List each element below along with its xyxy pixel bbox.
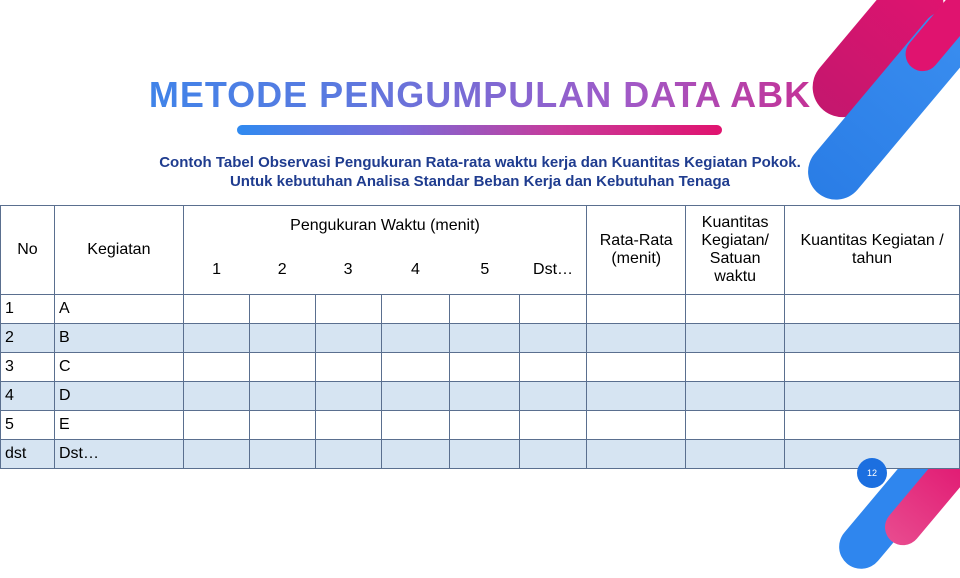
header-rata-rata: Rata-Rata (menit) bbox=[587, 206, 686, 295]
table-cell bbox=[381, 382, 450, 411]
header-col-5: 5 bbox=[450, 246, 520, 295]
table-cell bbox=[587, 324, 686, 353]
row-no: 2 bbox=[1, 324, 55, 353]
table-cell bbox=[520, 382, 587, 411]
table-cell bbox=[686, 295, 785, 324]
row-kegiatan: E bbox=[54, 411, 183, 440]
row-kegiatan: D bbox=[54, 382, 183, 411]
table-cell bbox=[686, 440, 785, 469]
row-kegiatan: A bbox=[54, 295, 183, 324]
header-col-1: 1 bbox=[183, 246, 249, 295]
table-cell bbox=[686, 324, 785, 353]
row-kegiatan: C bbox=[54, 353, 183, 382]
table-cell bbox=[785, 353, 960, 382]
row-no: dst bbox=[1, 440, 55, 469]
table-cell bbox=[450, 382, 520, 411]
table-cell bbox=[450, 295, 520, 324]
table-cell bbox=[785, 382, 960, 411]
table-row bbox=[1, 295, 960, 324]
header-pengukuran: Pengukuran Waktu (menit) bbox=[183, 206, 586, 247]
table-cell bbox=[249, 324, 315, 353]
slide-title: METODE PENGUMPULAN DATA ABK bbox=[0, 74, 960, 116]
header-col-4: 4 bbox=[381, 246, 450, 295]
table-row bbox=[1, 324, 960, 353]
table-cell bbox=[183, 411, 249, 440]
table-row bbox=[1, 411, 960, 440]
table-row bbox=[1, 440, 960, 469]
row-no: 5 bbox=[1, 411, 55, 440]
row-kegiatan: B bbox=[54, 324, 183, 353]
header-no: No bbox=[1, 206, 55, 295]
table-cell bbox=[315, 324, 381, 353]
row-kegiatan: Dst… bbox=[54, 440, 183, 469]
page-number-badge: 12 bbox=[857, 458, 887, 488]
table-cell bbox=[686, 411, 785, 440]
table-cell bbox=[520, 295, 587, 324]
subtitle-line-1: Contoh Tabel Observasi Pengukuran Rata-rata waktu kerja dan Kuantitas Kegiatan Pokok. bbox=[159, 154, 801, 171]
table-cell bbox=[249, 382, 315, 411]
table-cell bbox=[785, 411, 960, 440]
table-cell bbox=[315, 440, 381, 469]
table-cell bbox=[587, 295, 686, 324]
table-cell bbox=[785, 324, 960, 353]
row-no: 1 bbox=[1, 295, 55, 324]
table-cell bbox=[183, 324, 249, 353]
header-kegiatan: Kegiatan bbox=[54, 206, 183, 295]
table-cell bbox=[315, 382, 381, 411]
title-underline bbox=[237, 125, 722, 135]
table-cell bbox=[315, 411, 381, 440]
header-col-dst: Dst… bbox=[520, 246, 587, 295]
table-cell bbox=[315, 295, 381, 324]
header-col-2: 2 bbox=[249, 246, 315, 295]
observation-table bbox=[0, 205, 960, 469]
slide-subtitle bbox=[0, 153, 960, 191]
table-cell bbox=[587, 411, 686, 440]
table-cell bbox=[183, 440, 249, 469]
table-cell bbox=[315, 353, 381, 382]
header-kuantitas-tahun: Kuantitas Kegiatan / tahun bbox=[785, 206, 960, 295]
table-cell bbox=[183, 353, 249, 382]
table-cell bbox=[520, 324, 587, 353]
table-cell bbox=[381, 440, 450, 469]
table-cell bbox=[183, 295, 249, 324]
table-row bbox=[1, 382, 960, 411]
header-row-1 bbox=[1, 206, 960, 247]
table-cell bbox=[587, 440, 686, 469]
table-cell bbox=[381, 295, 450, 324]
header-kuantitas-satuan: Kuantitas Kegiatan/ Satuan waktu bbox=[686, 206, 785, 295]
table-row bbox=[1, 353, 960, 382]
table-cell bbox=[520, 440, 587, 469]
table-cell bbox=[686, 353, 785, 382]
table-cell bbox=[520, 353, 587, 382]
subtitle-line-2: Untuk kebutuhan Analisa Standar Beban Kerja dan Kebutuhan Tenaga bbox=[229, 173, 731, 190]
table-cell bbox=[450, 324, 520, 353]
table-cell bbox=[249, 295, 315, 324]
table-cell bbox=[381, 411, 450, 440]
table-cell bbox=[450, 353, 520, 382]
table-cell bbox=[587, 353, 686, 382]
table-cell bbox=[381, 324, 450, 353]
table-cell bbox=[249, 411, 315, 440]
table-cell bbox=[249, 440, 315, 469]
table-cell bbox=[450, 440, 520, 469]
table-cell bbox=[450, 411, 520, 440]
table-cell bbox=[686, 382, 785, 411]
row-no: 3 bbox=[1, 353, 55, 382]
table-cell bbox=[183, 382, 249, 411]
table-cell bbox=[381, 353, 450, 382]
table-cell bbox=[249, 353, 315, 382]
table-cell bbox=[785, 295, 960, 324]
header-col-3: 3 bbox=[315, 246, 381, 295]
table-cell bbox=[587, 382, 686, 411]
table-cell bbox=[520, 411, 587, 440]
row-no: 4 bbox=[1, 382, 55, 411]
